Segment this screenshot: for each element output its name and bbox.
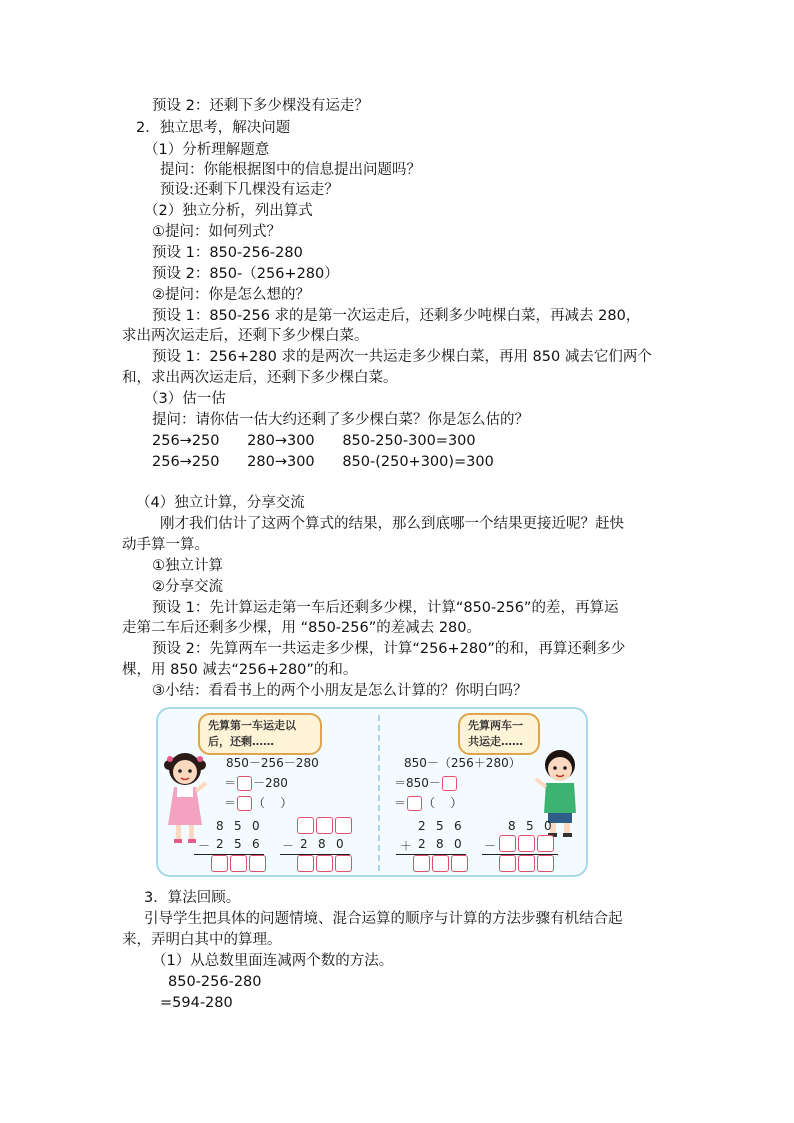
vert-digit: 5 [526,819,534,833]
answer-box[interactable] [211,855,228,872]
vert-digit: 2 [418,819,426,833]
answer-box[interactable] [335,855,352,872]
question-line: 提问：你能根据图中的信息提出问题吗？ [160,162,421,178]
preset-2-explain-a: 预设 1：256+280 求的是两次一共运走多少棵白菜，再用 850 减去它们两个 [152,349,652,365]
answer-box[interactable] [537,835,554,852]
method-1-step: =594-280 [160,995,233,1011]
summary-question: ③小结：看看书上的两个小朋友是怎么计算的？你明白吗？ [152,683,528,699]
subsection-1-heading: （1）分析理解题意 [144,142,270,158]
share-preset-2-a: 预设 2：先算两车一共运走多少棵，计算“256+280”的和，再算还剩多少 [152,641,626,657]
answer-box[interactable] [316,855,333,872]
vert-operator: ＋ [400,839,413,853]
answer-boxes [210,855,267,872]
illustration-divider [378,715,380,871]
answer-box[interactable] [249,855,266,872]
vert-digit: 2 [300,837,308,851]
answer-box[interactable] [499,855,516,872]
answer-boxes [412,855,469,872]
section-3-heading: 3．算法回顾。 [144,890,241,906]
left-expr-2-prefix: ＝ [224,776,237,790]
vert-operator: － [484,839,497,853]
guide-line-b: 来，弄明白其中的算理。 [122,932,282,948]
vert-digit: 6 [454,819,462,833]
preset-2-expression: 预设 2：850-（256+280） [152,266,339,282]
vert-digit: 8 [318,837,326,851]
answer-box[interactable] [518,855,535,872]
answer-box[interactable] [297,817,314,834]
subsection-2-heading: （2）独立分析，列出算式 [144,203,313,219]
answer-box[interactable] [335,817,352,834]
right-bubble-text: 先算两车一共运走…… [468,719,523,748]
answer-box[interactable] [442,776,457,791]
left-expr-3-suffix: （ ） [253,796,293,810]
right-expr-3 [394,795,462,811]
right-expr-1: 850－（256＋280） [404,756,521,770]
answer-boxes [296,817,353,834]
answer-box[interactable] [537,855,554,872]
answer-boxes [296,855,353,872]
answer-box[interactable] [413,855,430,872]
preset-2-explain-b: 和，求出两次运走后，还剩下多少棵白菜。 [122,370,398,386]
vert-operator: － [282,839,295,853]
answer-box[interactable] [230,855,247,872]
girl-illustration [160,747,210,847]
guide-line-a: 引导学生把具体的问题情境、混合运算的顺序与计算的方法步骤有机结合起 [144,911,623,927]
preset-2-remaining: 预设 2：还剩下多少棵没有运走？ [152,98,369,114]
textbook-illustration [156,707,588,877]
right-speech-bubble [458,713,540,755]
preset-line: 预设:还剩下几棵没有运走？ [160,182,339,198]
vert-digit: 0 [454,837,462,851]
estimate-row-2: 256→250 280→300 850-(250+300)=300 [152,454,494,470]
vert-digit: 8 [508,819,516,833]
answer-boxes [498,855,555,872]
share-preset-2-b: 棵，用 850 减去“256+280”的和。 [122,662,358,678]
answer-box[interactable] [237,796,252,811]
subsection-3-heading: （3）估一估 [144,391,226,407]
vert-digit: 2 [216,837,224,851]
answer-box[interactable] [432,855,449,872]
answer-boxes [498,835,555,852]
vert-digit: 0 [544,819,552,833]
vert-digit: 2 [418,837,426,851]
left-speech-bubble [198,713,322,755]
vert-digit: 8 [216,819,224,833]
estimate-question: 提问：请你估一估大约还剩了多少棵白菜？你是怎么估的？ [152,412,529,428]
method-1-expr: 850-256-280 [168,974,262,990]
subsection-4-heading: （4）独立计算，分享交流 [136,495,305,511]
vert-digit: 8 [436,837,444,851]
vert-digit: 0 [336,837,344,851]
preset-1-expression: 预设 1：850-256-280 [152,245,303,261]
answer-box[interactable] [316,817,333,834]
preset-1-explain-a: 预设 1：850-256 求的是第一次运走后，还剩多少吨棵白菜，再减去 280， [152,308,641,324]
answer-box[interactable] [518,835,535,852]
step-independent: ①独立计算 [152,558,223,574]
question-how: ①提问：如何列式？ [152,224,281,240]
estimate-row-1: 256→250 280→300 850-250-300=300 [152,433,476,449]
vert-digit: 6 [252,837,260,851]
answer-box[interactable] [407,796,422,811]
vert-operator: － [198,839,211,853]
left-expr-1: 850－256－280 [226,756,319,770]
right-expr-2 [394,775,458,791]
vert-digit: 5 [436,819,444,833]
answer-box[interactable] [499,835,516,852]
preset-1-explain-b: 求出两次运走后，还剩下多少棵白菜。 [122,328,369,344]
left-expr-2-suffix: －280 [253,776,288,790]
boy-illustration [534,743,584,839]
right-expr-3-prefix: ＝ [394,796,407,810]
question-think: ②提问：你是怎么想的？ [152,287,310,303]
step-share: ②分享交流 [152,579,223,595]
left-expr-2 [224,775,288,791]
share-preset-1-a: 预设 1：先计算运走第一车后还剩多少棵，计算“850-256”的差，再算运 [152,600,619,616]
section-2-heading: 2．独立思考，解决问题 [136,120,291,136]
compute-intro-a: 刚才我们估计了这两个算式的结果，那么到底哪一个结果更接近呢？赶快 [160,516,624,532]
answer-box[interactable] [451,855,468,872]
answer-box[interactable] [237,776,252,791]
share-preset-1-b: 走第二车后还剩多少棵，用 “850-256”的差减去 280。 [122,620,482,636]
vert-digit: 5 [234,819,242,833]
vert-digit: 0 [252,819,260,833]
left-bubble-text: 先算第一车运走以后，还剩…… [208,719,296,748]
vert-digit: 5 [234,837,242,851]
method-1-heading: （1）从总数里面连减两个数的方法。 [152,953,394,969]
left-expr-3 [224,795,292,811]
right-expr-3-suffix: （ ） [423,796,463,810]
compute-intro-b: 动手算一算。 [122,537,209,553]
answer-box[interactable] [297,855,314,872]
left-expr-3-prefix: ＝ [224,796,237,810]
right-expr-2-prefix: ＝850－ [394,776,441,790]
